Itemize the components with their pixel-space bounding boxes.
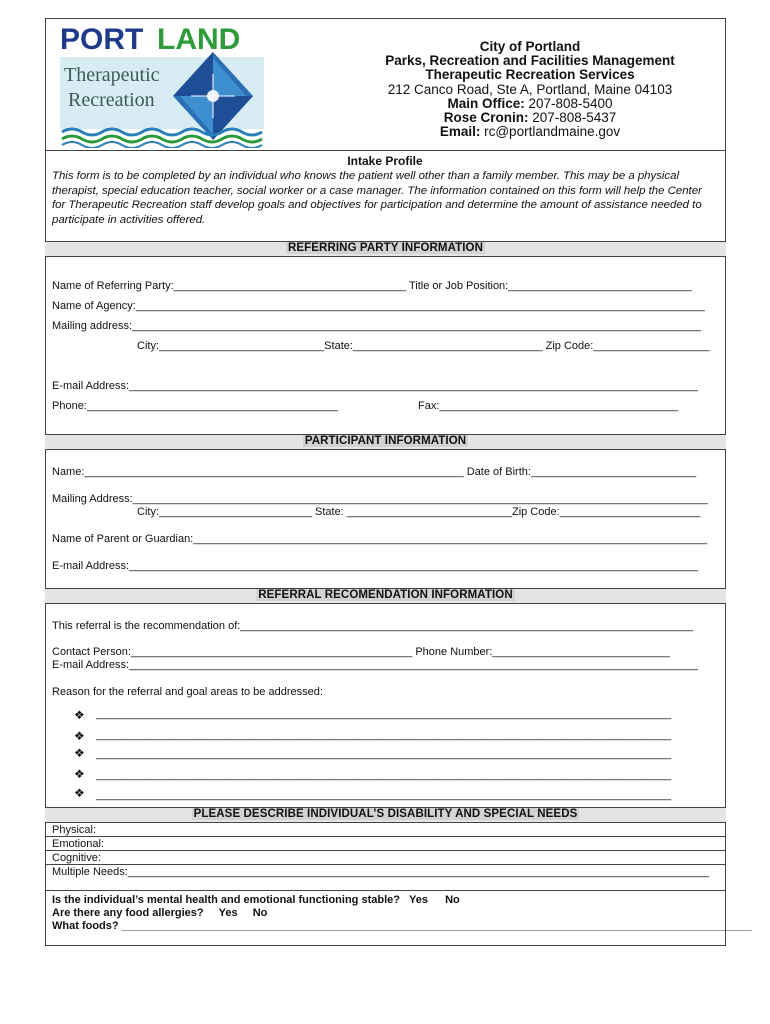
participant-city-state-zip-field[interactable]: City:_________________________ State: ___________________________Zip Code:_______________________ [137, 506, 701, 518]
cognitive-field[interactable]: Cognitive: [52, 852, 101, 864]
recommendation-field[interactable]: This referral is the recommendation of:__________________________________________________________________________ [52, 620, 694, 632]
referring-mailing-field[interactable]: Mailing address:_____________________________________________________________________________________________ [52, 320, 702, 332]
section-referral-title: REFERRAL RECOMENDATION INFORMATION [258, 589, 513, 601]
referring-name-field[interactable]: Name of Referring Party:______________________________________ Title or Job Position:______________________________ [52, 280, 692, 292]
contact-phone-field[interactable]: Contact Person:______________________________________________ Phone Number:_____________________________ [52, 646, 670, 658]
agency-field[interactable]: Name of Agency:_____________________________________________________________________________________________ [52, 300, 705, 312]
goal-line[interactable]: ______________________________________________________________________________________________ [96, 748, 672, 760]
referring-fax-field[interactable]: Fax:_______________________________________ [418, 400, 678, 412]
org-header [360, 40, 700, 139]
main-office-phone: 207-808-5400 [524, 95, 613, 111]
physical-field[interactable]: Physical: [52, 824, 97, 836]
referring-city-state-zip-field[interactable]: City:___________________________State:_______________________________ Zip Code:___________________ [137, 340, 710, 352]
emotional-field[interactable]: Emotional: [52, 838, 104, 850]
mental-health-no[interactable]: No [445, 894, 460, 906]
referral-email-field[interactable]: E-mail Address:_____________________________________________________________________________________________ [52, 659, 698, 671]
referring-phone-field[interactable]: Phone:_________________________________________ [52, 400, 338, 412]
main-office-label: Main Office: [447, 95, 525, 111]
guardian-field[interactable]: Name of Parent or Guardian:____________________________________________________________________________________ [52, 533, 708, 545]
food-allergy-no[interactable]: No [252, 907, 268, 919]
logo-line2: Recreation [68, 89, 155, 111]
bullet-icon: ❖ [74, 767, 85, 781]
email-label: Email: [439, 124, 481, 140]
divider [45, 850, 726, 851]
svg-text:LAND: LAND [157, 24, 241, 56]
bullet-icon: ❖ [74, 746, 85, 760]
intake-description: This form is to be completed by an individual who knows the patient well other than a family member. This may be a physical therapist, special education teacher, social worker or a case manager. The information contained on this form will help the Center for Therapeutic Recreation staff develop goals and objectives for participation and determine the amount of assistance needed to participate in activities offered. [52, 170, 702, 226]
participant-mailing-field[interactable]: Mailing Address:______________________________________________________________________________________________ [52, 493, 708, 505]
goal-line[interactable]: ______________________________________________________________________________________________ [96, 789, 672, 801]
divider [45, 836, 726, 837]
goal-line[interactable]: ______________________________________________________________________________________________ [96, 729, 672, 741]
multiple-needs-field[interactable]: Multiple Needs:_______________________________________________________________________________________________ [52, 866, 709, 878]
food-allergy-yes[interactable]: Yes [218, 907, 238, 919]
divider [45, 890, 726, 891]
section-referring-title: REFERRING PARTY INFORMATION [287, 242, 483, 254]
header-department: Parks, Recreation and Facilities Management [385, 53, 675, 69]
bullet-icon: ❖ [74, 708, 85, 722]
bullet-icon: ❖ [74, 786, 85, 800]
referring-email-field[interactable]: E-mail Address:_____________________________________________________________________________________________ [52, 380, 698, 392]
food-allergy-question: Are there any food allergies? Yes No [52, 907, 268, 919]
goal-line[interactable]: ______________________________________________________________________________________________ [96, 769, 672, 781]
mental-health-yes[interactable]: Yes [409, 894, 428, 906]
mental-health-question: Is the individual’s mental health and emotional functioning stable? Yes No [52, 894, 460, 906]
divider [45, 150, 726, 151]
contact-phone: 207-808-5437 [528, 110, 617, 126]
reason-label: Reason for the referral and goal areas to be addressed: [52, 686, 323, 698]
bullet-icon: ❖ [74, 729, 85, 743]
goal-line[interactable]: ______________________________________________________________________________________________ [96, 708, 672, 720]
header-email[interactable]: rc@portlandmaine.gov [480, 124, 621, 140]
what-foods-field[interactable]: What foods? _______________________________________________________________________________________________________ [52, 920, 752, 932]
section-disability-title: PLEASE DESCRIBE INDIVIDUAL’S DISABILITY AND SPECIAL NEEDS [193, 808, 578, 820]
intake-title: Intake Profile [347, 154, 423, 168]
divider [45, 864, 726, 865]
portland-logo [58, 24, 266, 148]
section-participant-title: PARTICIPANT INFORMATION [304, 435, 467, 447]
header-city: City of Portland [479, 39, 581, 54]
participant-email-field[interactable]: E-mail Address:_____________________________________________________________________________________________ [52, 560, 698, 572]
logo-line1: Therapeutic [64, 64, 160, 86]
participant-name-dob-field[interactable]: Name:______________________________________________________________ Date of Birth:___________________________ [52, 466, 697, 478]
header-address: 212 Canco Road, Ste A, Portland, Maine 04103 [387, 81, 673, 97]
contact-label: Rose Cronin: [443, 110, 529, 126]
header-division: Therapeutic Recreation Services [425, 67, 635, 83]
svg-text:PORT: PORT [60, 24, 144, 56]
